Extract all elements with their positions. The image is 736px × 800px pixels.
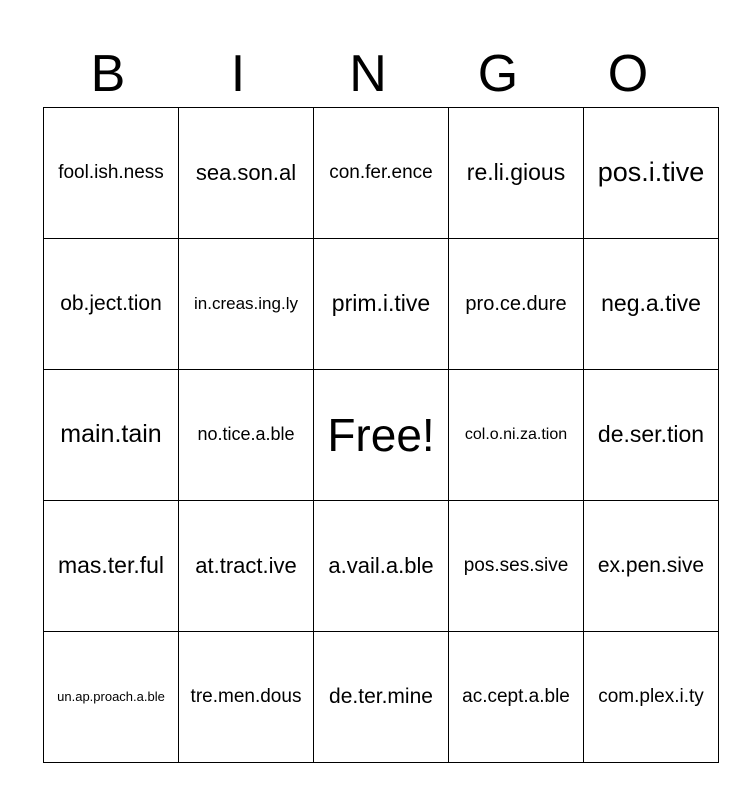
header-letter-g: G <box>477 45 519 103</box>
board-cell[interactable]: main.tain <box>44 370 179 501</box>
board-cell[interactable]: pos.ses.sive <box>449 501 584 632</box>
board-cell[interactable]: tre.men.dous <box>179 632 314 763</box>
board-cell[interactable]: a.vail.a.ble <box>314 501 449 632</box>
board-cell[interactable]: de.ter.mine <box>314 632 449 763</box>
header-letter-o: O <box>607 45 649 103</box>
board-row <box>44 632 719 763</box>
board-cell[interactable]: ex.pen.sive <box>584 501 719 632</box>
header-letter-i: I <box>230 45 246 103</box>
bingo-card <box>43 107 719 763</box>
board-cell[interactable]: prim.i.tive <box>314 239 449 370</box>
header-letter-b: B <box>90 45 126 103</box>
board-cell[interactable]: un.ap.proach.a.ble <box>44 632 179 763</box>
board-row <box>44 370 719 501</box>
board-cell[interactable]: sea.son.al <box>179 108 314 239</box>
board-cell[interactable]: pro.ce.dure <box>449 239 584 370</box>
bingo-header <box>43 40 693 108</box>
board-cell[interactable]: col.o.ni.za.tion <box>449 370 584 501</box>
board-cell[interactable]: in.creas.ing.ly <box>179 239 314 370</box>
board-cell[interactable]: ac.cept.a.ble <box>449 632 584 763</box>
board-cell[interactable]: pos.i.tive <box>584 108 719 239</box>
board-cell[interactable]: com.plex.i.ty <box>584 632 719 763</box>
board-row <box>44 501 719 632</box>
board-cell[interactable]: de.ser.tion <box>584 370 719 501</box>
board-cell[interactable]: no.tice.a.ble <box>179 370 314 501</box>
board-row <box>44 108 719 239</box>
board-cell[interactable]: fool.ish.ness <box>44 108 179 239</box>
board-cell[interactable]: con.fer.ence <box>314 108 449 239</box>
board-cell[interactable]: at.tract.ive <box>179 501 314 632</box>
board-cell[interactable]: neg.a.tive <box>584 239 719 370</box>
board-cell[interactable]: ob.ject.tion <box>44 239 179 370</box>
free-space[interactable]: Free! <box>314 370 449 501</box>
board-cell[interactable]: mas.ter.ful <box>44 501 179 632</box>
header-letter-n: N <box>349 45 387 103</box>
board-row <box>44 239 719 370</box>
board-cell[interactable]: re.li.gious <box>449 108 584 239</box>
